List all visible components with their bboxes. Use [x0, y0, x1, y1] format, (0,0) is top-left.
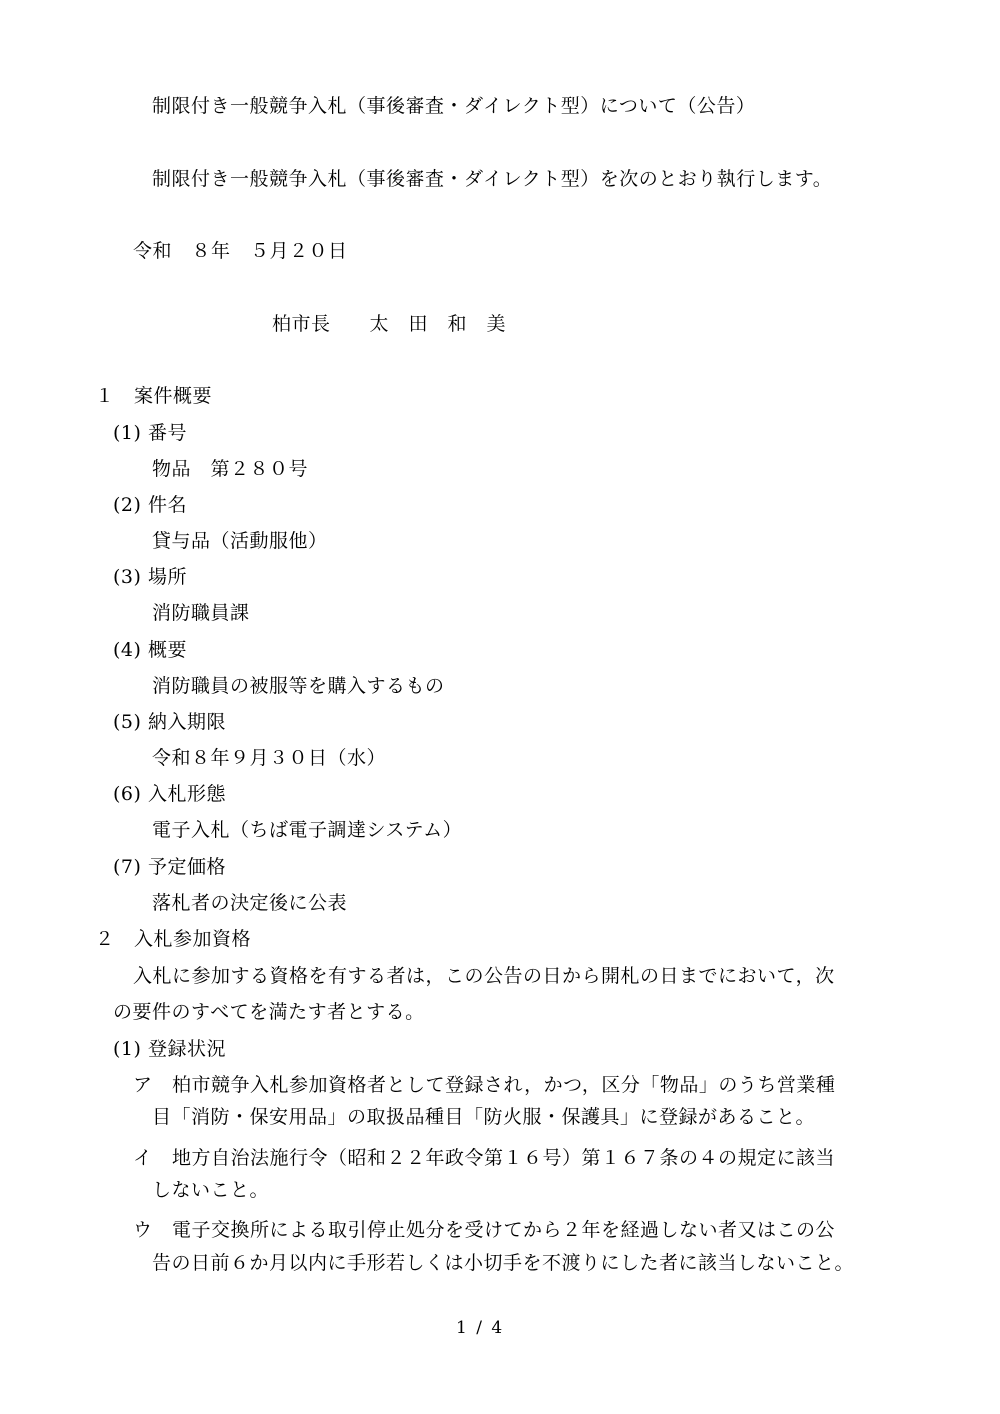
section-2-heading: ２ 入札参加資格 — [95, 928, 252, 950]
condition-a-line1: ア 柏市競争入札参加資格者として登録され，かつ，区分「物品」のうち営業種 — [133, 1074, 836, 1096]
item-value-name: 貸与品（活動服他） — [152, 530, 328, 552]
section-2-intro-line2: の要件のすべてを満たす者とする。 — [113, 1001, 425, 1023]
item-value-summary: 消防職員の被服等を購入するもの — [152, 675, 445, 697]
section-1-heading: １ 案件概要 — [95, 385, 213, 407]
item-value-number: 物品 第２８０号 — [152, 458, 309, 480]
page-number: 1 / 4 — [456, 1318, 505, 1338]
item-value-deadline: 令和８年９月３０日（水） — [152, 747, 387, 769]
item-label-deadline: (5) 納入期限 — [113, 711, 226, 733]
item-value-bid-form: 電子入札（ちば電子調達システム） — [152, 819, 463, 841]
item-label-place: (3) 場所 — [113, 566, 187, 588]
item-label-name: (2) 件名 — [113, 494, 187, 516]
condition-i-line2: しないこと。 — [152, 1179, 270, 1201]
notice-date: 令和 ８年 ５月２０日 — [133, 240, 348, 262]
condition-u-line2: 告の日前６か月以内に手形若しくは小切手を不渡りにした者に該当しないこと。 — [152, 1252, 855, 1274]
document-title: 制限付き一般競争入札（事後審査・ダイレクト型）について（公告） — [152, 95, 756, 117]
item-label-bid-form: (6) 入札形態 — [113, 783, 226, 805]
item-label-price: (7) 予定価格 — [113, 856, 226, 878]
item-value-place: 消防職員課 — [152, 602, 250, 624]
signatory: 柏市長 太 田 和 美 — [272, 313, 507, 335]
condition-i-line1: イ 地方自治法施行令（昭和２２年政令第１６号）第１６７条の４の規定に該当 — [133, 1147, 836, 1169]
condition-u-line1: ウ 電子交換所による取引停止処分を受けてから２年を経過しない者又はこの公 — [133, 1219, 836, 1241]
intro-text: 制限付き一般競争入札（事後審査・ダイレクト型）を次のとおり執行します。 — [152, 168, 833, 190]
item-value-price: 落札者の決定後に公表 — [152, 892, 348, 914]
item-label-summary: (4) 概要 — [113, 639, 187, 661]
condition-a-line2: 目「消防・保安用品」の取扱品種目「防火服・保護具」に登録があること。 — [152, 1106, 816, 1128]
section-2-intro-line1: 入札に参加する資格を有する者は，この公告の日から開札の日までにおいて，次 — [133, 965, 835, 987]
sub-1-label: (1) 登録状況 — [113, 1038, 226, 1060]
item-label-number: (1) 番号 — [113, 422, 187, 444]
